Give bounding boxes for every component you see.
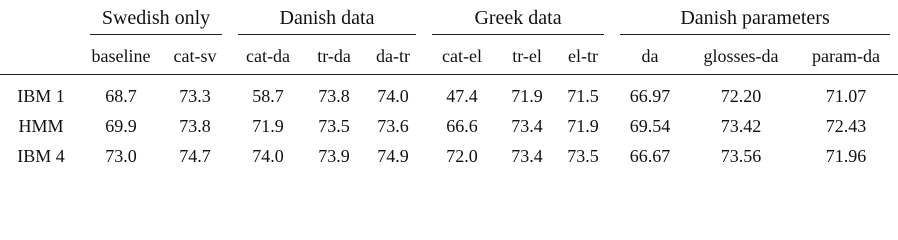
table-cell: 73.9	[318, 145, 350, 166]
table-cell: 66.67	[629, 145, 671, 166]
table-row	[0, 111, 898, 141]
table-cell: 74.0	[377, 85, 409, 106]
row-label: IBM 4	[17, 145, 65, 166]
table-cell: 71.9	[511, 85, 543, 106]
table-cell: 74.0	[252, 145, 284, 166]
group-header-greek-data: Greek data	[424, 4, 612, 38]
corner-cell	[0, 4, 82, 38]
table-cell: 71.9	[252, 115, 284, 136]
table-cell: 69.9	[105, 115, 137, 136]
column-header: baseline	[82, 38, 160, 75]
table-cell: 58.7	[252, 85, 284, 106]
row-label: IBM 1	[17, 85, 65, 106]
column-header: tr-da	[306, 38, 362, 75]
group-header-swedish: Swedish only	[82, 4, 230, 38]
column-header: el-tr	[554, 38, 612, 75]
table-cell: 73.4	[511, 115, 543, 136]
column-header: cat-el	[424, 38, 500, 75]
table-cell: 72.43	[825, 115, 867, 136]
table-cell: 73.8	[179, 115, 211, 136]
table-cell: 73.4	[511, 145, 543, 166]
column-header: cat-sv	[160, 38, 230, 75]
table-cell: 73.8	[318, 85, 350, 106]
group-header-row	[0, 4, 898, 38]
table-cell: 73.0	[105, 145, 137, 166]
column-header-row	[0, 38, 898, 75]
table-cell: 73.56	[720, 145, 762, 166]
column-header: da	[612, 38, 688, 75]
table-cell: 74.9	[377, 145, 409, 166]
table-cell: 69.54	[629, 115, 671, 136]
table-row	[0, 75, 898, 112]
table-cell: 71.5	[567, 85, 599, 106]
table-cell: 73.5	[567, 145, 599, 166]
table-cell: 68.7	[105, 85, 137, 106]
table-cell: 71.9	[567, 115, 599, 136]
table-cell: 66.6	[446, 115, 478, 136]
table-cell: 72.20	[720, 85, 762, 106]
column-header: glosses-da	[688, 38, 794, 75]
table-cell: 73.5	[318, 115, 350, 136]
results-table	[0, 4, 898, 171]
group-header-danish-parameters: Danish parameters	[612, 4, 898, 38]
column-header: param-da	[794, 38, 898, 75]
table-cell: 74.7	[179, 145, 211, 166]
table-cell: 47.4	[446, 85, 478, 106]
table-cell: 73.6	[377, 115, 409, 136]
column-header: cat-da	[230, 38, 306, 75]
table-cell: 71.96	[825, 145, 867, 166]
model-header-cell	[0, 38, 82, 75]
table-cell: 71.07	[825, 85, 867, 106]
table-cell: 66.97	[629, 85, 671, 106]
row-label: HMM	[18, 115, 64, 136]
column-header: tr-el	[500, 38, 554, 75]
table-cell: 73.3	[179, 85, 211, 106]
table-cell: 73.42	[720, 115, 762, 136]
group-header-danish-data: Danish data	[230, 4, 424, 38]
table-cell: 72.0	[446, 145, 478, 166]
table-row	[0, 141, 898, 171]
column-header: da-tr	[362, 38, 424, 75]
